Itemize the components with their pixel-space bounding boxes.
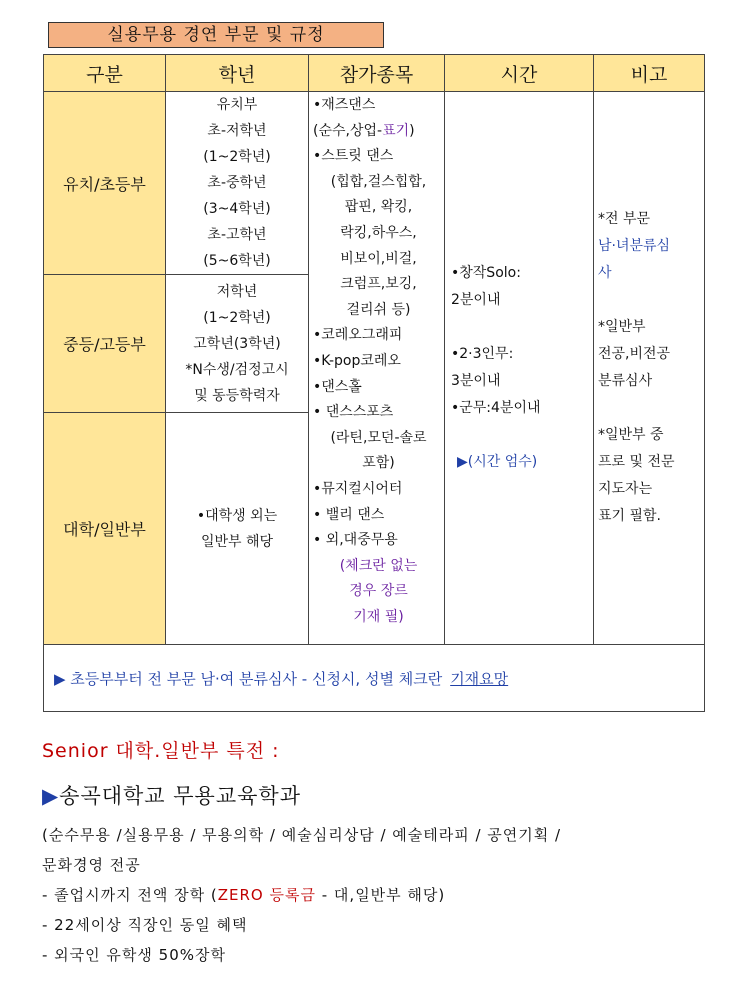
- benefit-scholarship: - 졸업시까지 전액 장학 (ZERO 등록금 - 대,일반부 해당): [42, 886, 446, 904]
- header-time: 시간: [445, 55, 594, 92]
- grade-line: (1~2학년): [203, 149, 271, 165]
- benefit-foreign: - 외국인 유학생 50%장학: [42, 946, 226, 964]
- event-dancehall: •댄스홀: [313, 378, 362, 395]
- note-pro: 지도자는: [598, 481, 653, 497]
- grade-line: (3~4학년): [203, 201, 271, 217]
- majors-line: 문화경영 전공: [42, 856, 141, 874]
- grade-line: (1~2학년): [203, 309, 271, 326]
- notes-cell: [594, 92, 705, 645]
- note-pro: *일반부 중: [598, 427, 664, 443]
- header-grade: 학년: [166, 55, 309, 92]
- header-events: 참가종목: [309, 55, 445, 92]
- table-header-row: [44, 55, 705, 92]
- university-name: 송곡대학교 무용교육학과: [59, 784, 301, 808]
- event-jazz-sub: (순수,상업-표기): [313, 122, 415, 139]
- footnote-row: [44, 645, 705, 712]
- time-duo: •2·3인무:: [451, 346, 514, 362]
- grade-line: 저학년: [216, 283, 258, 300]
- time-duo-limit: 3분이내: [451, 373, 501, 389]
- event-street-sub: (힙합,걸스힙합,: [330, 173, 427, 190]
- triangle-icon: ▶: [42, 784, 60, 808]
- university-heading: [42, 780, 301, 810]
- event-street-sub: 팝핀, 왁킹,: [344, 199, 413, 216]
- table-row: [44, 92, 705, 275]
- event-check-note: (체크란 없는: [339, 557, 418, 574]
- note-all: *전 부문: [598, 211, 651, 227]
- header-notes: 비고: [594, 55, 705, 92]
- time-solo: •창작Solo:: [451, 265, 521, 281]
- note-general: *일반부: [598, 319, 646, 335]
- event-check-note: 기재 필): [353, 608, 404, 625]
- time-cell: [445, 92, 594, 645]
- event-jazz: •재즈댄스: [313, 97, 376, 113]
- grade-line: (5~6학년): [203, 253, 271, 269]
- grade-line: 유치부: [216, 97, 258, 113]
- grade-line: 초-중학년: [207, 175, 267, 191]
- event-street-sub: 비보이,비걸,: [340, 250, 417, 267]
- section-title: 실용무용 경연 부문 및 규정: [48, 22, 384, 48]
- category-university: 대학/일반부: [44, 413, 166, 645]
- event-musical: •뮤지컬시어터: [313, 480, 403, 497]
- header-category: 구분: [44, 55, 166, 92]
- grade-line: *N수생/검정고시: [185, 361, 289, 378]
- note-gender: 남·녀분류심: [598, 238, 671, 254]
- time-solo-limit: 2분이내: [451, 292, 501, 308]
- grade-line: 고학년(3학년): [193, 335, 281, 352]
- senior-heading: Senior 대학.일반부 특전 :: [42, 740, 280, 762]
- grade-line: 일반부 해당: [200, 533, 274, 550]
- category-elementary: 유치/초등부: [44, 92, 166, 275]
- grade-line: 및 동등학력자: [194, 387, 280, 404]
- time-group: •군무:4분이내: [451, 400, 541, 416]
- footnote-underline: 기재요망: [450, 669, 509, 688]
- note-pro: 프로 및 전문: [598, 454, 675, 470]
- grade-secondary: [166, 275, 309, 413]
- benefit-worker: - 22세이상 직장인 동일 혜택: [42, 916, 248, 934]
- event-dancesport: • 댄스스포츠: [313, 404, 394, 421]
- footnote-text: ▶ 초등부부터 전 부문 남·여 분류심사 - 신청시, 성별 체크란: [54, 669, 443, 688]
- benefits-block: [42, 820, 722, 970]
- grade-line: 초-저학년: [207, 123, 267, 139]
- event-kpop: •K-pop코레오: [313, 352, 401, 369]
- note-pro: 표기 필함.: [598, 508, 661, 524]
- event-folk: • 외,대중무용: [313, 532, 398, 549]
- grade-university: [166, 413, 309, 645]
- event-check-note: 경우 장르: [349, 583, 408, 600]
- note-general: 분류심사: [598, 373, 653, 389]
- footnote: [44, 645, 705, 712]
- majors-line: (순수무용 /실용무용 / 무용의학 / 예술심리상담 / 예술테라피 / 공연기획 /: [42, 826, 562, 844]
- event-street: •스트릿 댄스: [313, 148, 394, 165]
- events-cell: [309, 92, 445, 645]
- event-street-sub: 락킹,하우스,: [340, 224, 417, 241]
- event-dancesport-sub: 포함): [362, 455, 395, 472]
- note-gender: 사: [598, 265, 612, 281]
- time-strict: ▶(시간 엄수): [457, 454, 538, 470]
- rules-table: [43, 54, 705, 712]
- event-street-sub: 걸리쉬 등): [346, 301, 411, 318]
- note-general: 전공,비전공: [598, 346, 671, 362]
- event-street-sub: 크럼프,보깅,: [340, 276, 417, 293]
- grade-line: •대학생 외는: [196, 507, 278, 524]
- grade-line: 초-고학년: [207, 227, 267, 243]
- event-dancesport-sub: (라틴,모던-솔로: [330, 429, 427, 446]
- event-belly: • 밸리 댄스: [313, 506, 385, 523]
- grade-elementary: [166, 92, 309, 275]
- category-secondary: 중등/고등부: [44, 275, 166, 413]
- event-choreo: •코레오그래피: [313, 327, 403, 344]
